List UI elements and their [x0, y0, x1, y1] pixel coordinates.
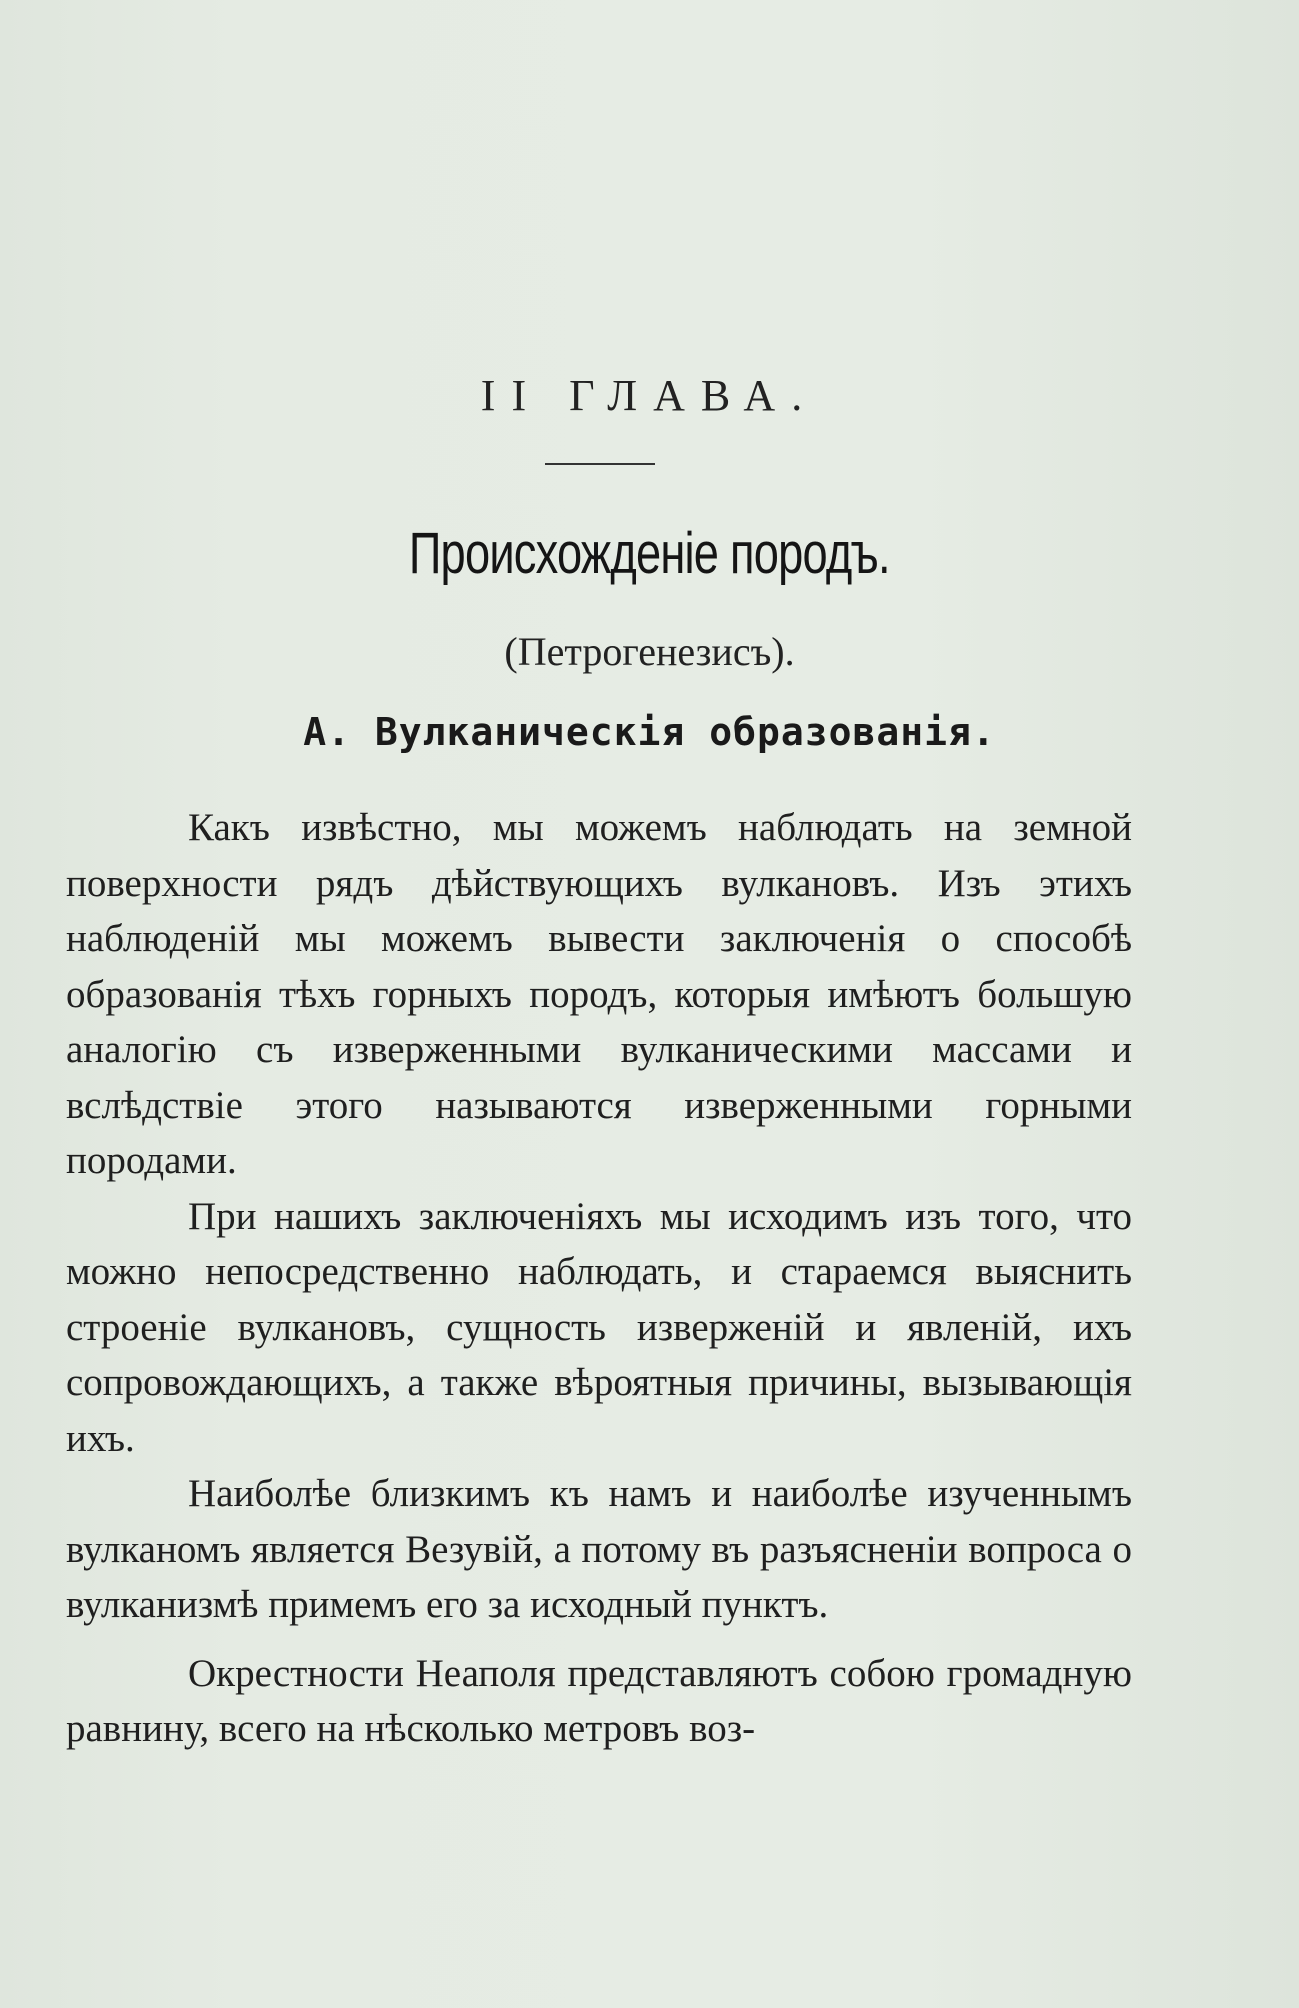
heading-divider — [545, 463, 655, 465]
paragraph: При нашихъ заключеніяхъ мы исходимъ изъ того, что можно непосредственно наблюдать, и стараемся выяснить строеніе вулкановъ, сущность изверженій и явленій, ихъ сопровождающихъ, а также вѣроятныя причины, вызывающія ихъ. — [66, 1194, 1132, 1460]
paragraph: Какъ извѣстно, мы можемъ наблюдать на земной поверхности рядъ дѣйствующихъ вулкановъ. Изъ этихъ наблюденій мы можемъ вывести заключенія о способѣ образованія тѣхъ горныхъ породъ, которыя имѣютъ большую аналогію съ изверженными вулканическими массами и вслѣдствіе этого называются изверженными горными породами. — [66, 806, 1132, 1182]
chapter-title — [0, 520, 1299, 587]
chapter-heading: II ГЛАВА. — [480, 371, 819, 420]
paragraph: Наиболѣе близкимъ къ намъ и наиболѣе изученнымъ вулканомъ является Везувій, а потому въ разъясненіи вопроса о вулканизмѣ примемъ его за исходный пунктъ. — [66, 1472, 1132, 1626]
section-heading: А. Вулканическія образованія. — [303, 710, 996, 754]
chapter-title-text: Происхожденіе породъ. — [409, 521, 890, 586]
body-text — [66, 800, 1132, 1757]
paragraph: Окрестности Неаполя представляютъ собою громадную равнину, всего на нѣсколько метровъ воз- — [66, 1651, 1132, 1750]
chapter-subtitle: (Петрогенезисъ). — [504, 629, 795, 674]
